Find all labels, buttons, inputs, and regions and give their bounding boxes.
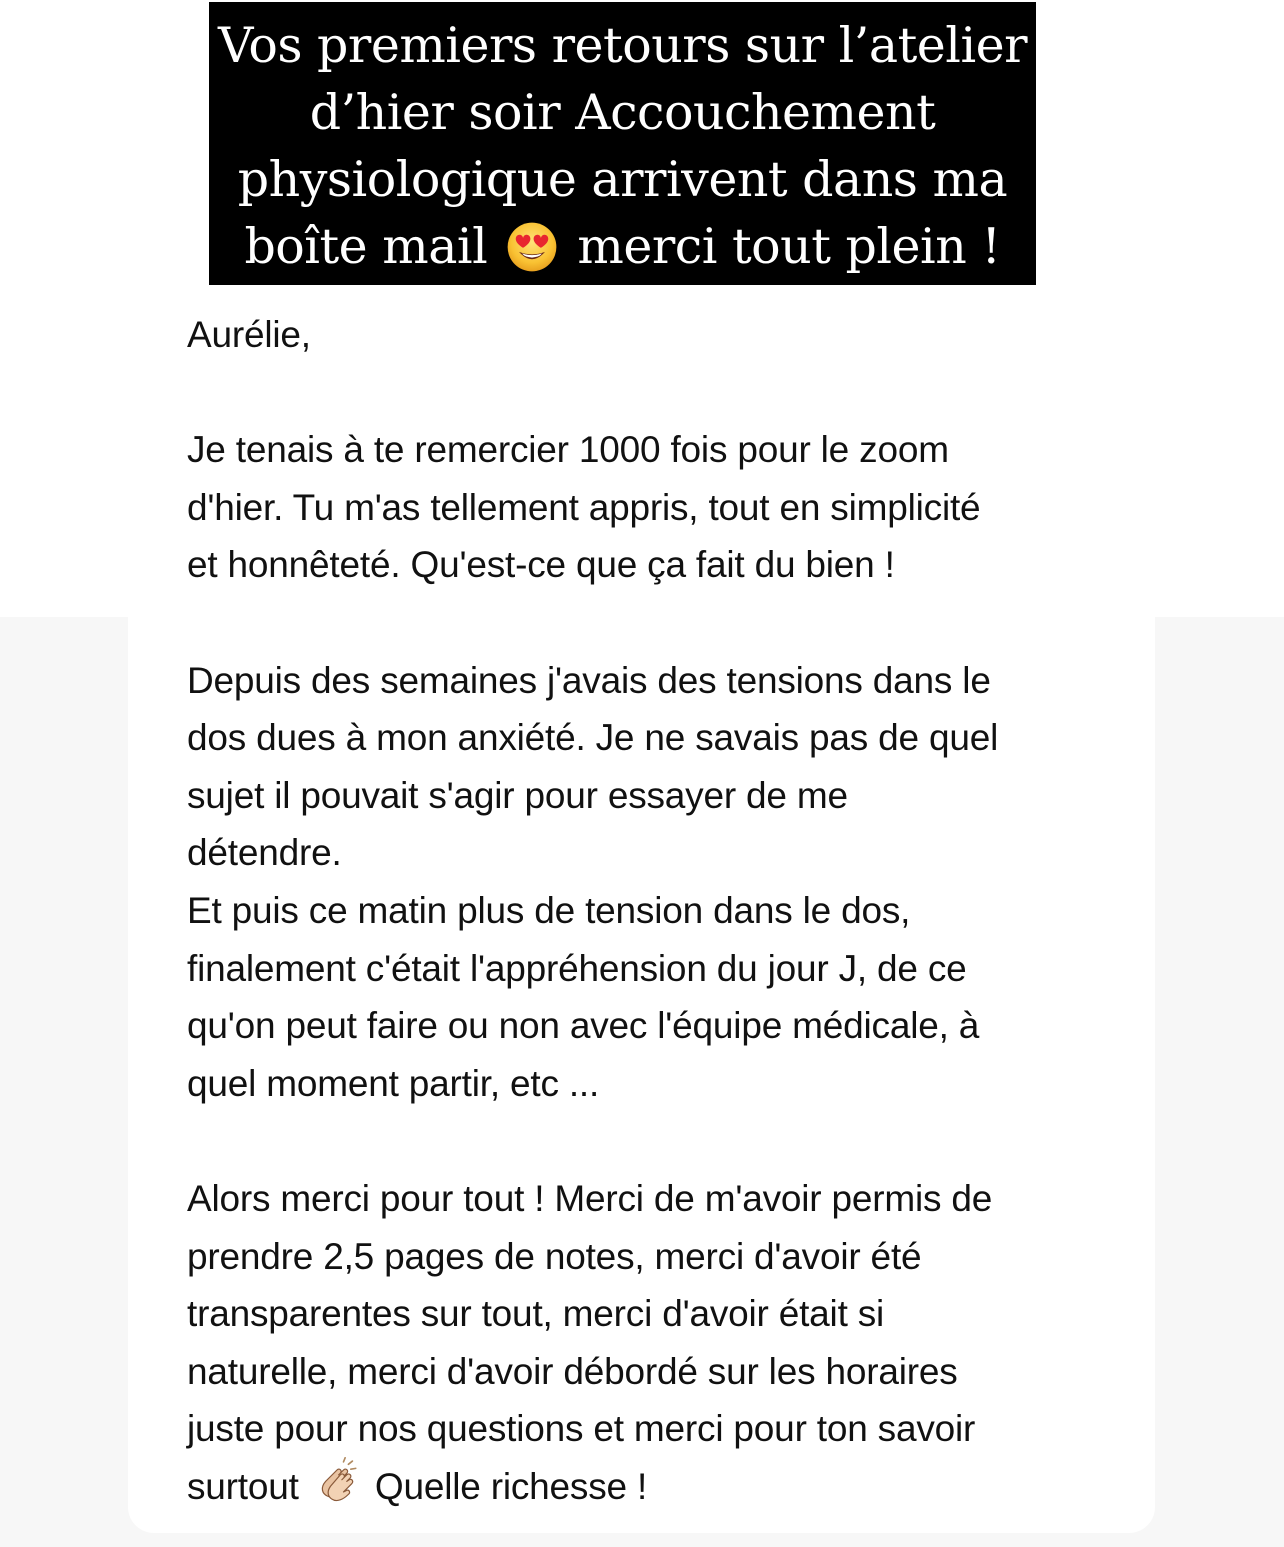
clapping-hands-emoji-icon [311,1457,363,1509]
email-p2-line-1: Depuis des semaines j'avais des tensions dans le [187,659,991,701]
email-p2-line-2: dos dues à mon anxiété. Je ne savais pas de quel [187,717,999,759]
email-p3-line-1: Alors merci pour tout ! Merci de m'avoir permis de [187,1177,993,1219]
email-p3-line-6 [187,1458,1147,1516]
email-p1-line-3: et honnêteté. Qu'est-ce que ça fait du bien ! [187,544,895,586]
email-p3-line-3: transparentes sur tout, merci d'avoir était si [187,1293,885,1335]
blank-line [187,594,1147,652]
email-greeting: Aurélie, [187,314,311,355]
email-p3-line-5: juste pour nos questions et merci pour ton savoir [187,1408,976,1450]
email-p3-line-2: prendre 2,5 pages de notes, merci d'avoir été [187,1235,922,1277]
email-p2-line-7: qu'on peut faire ou non avec l'équipe médicale, à [187,1005,980,1047]
blank-line [187,364,1147,422]
story-caption [209,2,1036,285]
email-last-line-end: Quelle richesse ! [364,1465,648,1507]
email-p2-line-4: détendre. [187,832,342,874]
caption-line-2: d’hier soir Accouchement [309,84,936,141]
email-p2-line-6: finalement c'était l'appréhension du jour J, de ce [187,947,967,989]
blank-line [187,1112,1147,1170]
heart-eyes-emoji-icon [506,221,558,273]
caption-line-4-end: merci tout plein ! [562,218,1001,275]
email-p1-line-1: Je tenais à te remercier 1000 fois pour le zoom [187,429,949,471]
caption-line-4 [217,213,1028,280]
email-p2-line-5: Et puis ce matin plus de tension dans le dos, [187,889,911,931]
caption-line-4-start: boîte mail [244,218,503,275]
email-body [187,306,1147,1515]
email-p2-line-3: sujet il pouvait s'agir pour essayer de me [187,774,848,816]
caption-line-1: Vos premiers retours sur l’atelier [217,17,1028,74]
email-p2-line-8: quel moment partir, etc ... [187,1062,600,1104]
email-p1-line-2: d'hier. Tu m'as tellement appris, tout en simplicité [187,486,981,528]
email-last-line-start: surtout [187,1465,309,1507]
email-p3-line-4: naturelle, merci d'avoir débordé sur les horaires [187,1350,958,1392]
caption-line-3: physiologique arrivent dans ma [237,151,1008,208]
